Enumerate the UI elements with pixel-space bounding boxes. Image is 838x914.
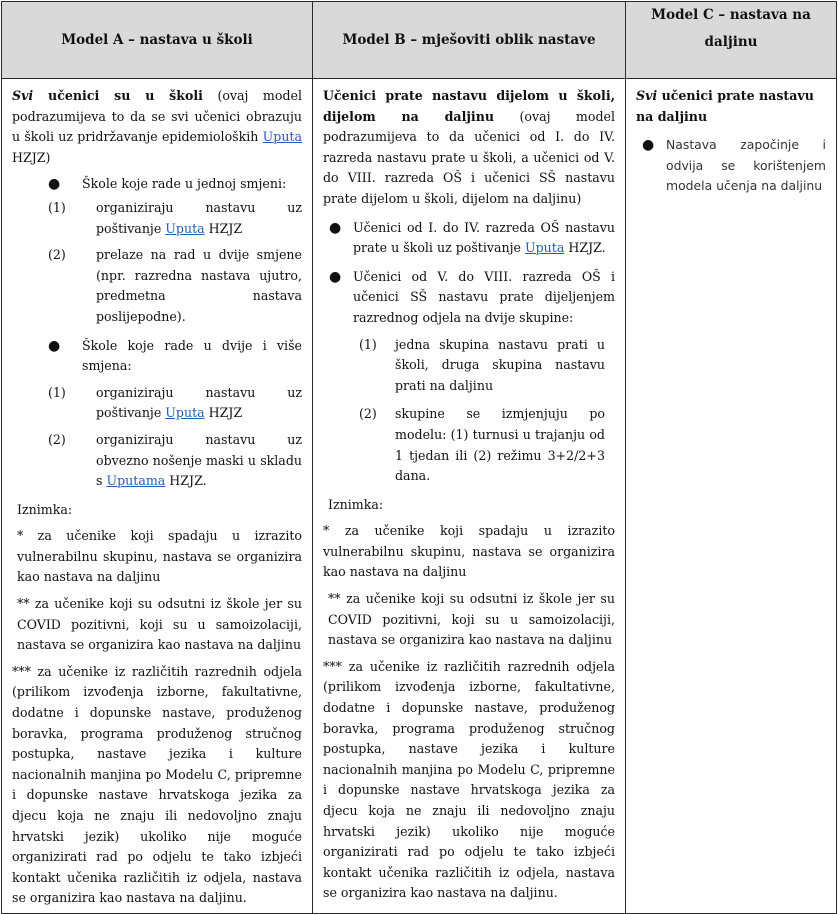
model-b-item-2 — [323, 404, 615, 486]
model-a-bullet-2-text: Škole koje rade u dvije i više smjena: — [82, 337, 302, 374]
model-b-item-2-text: skupine se izmjenjuju po modelu: (1) turnusi u trajanju od 1 tjedan ili (2) režimu 3+2/2+3 dana. — [395, 406, 605, 484]
model-b-bullet-1-link[interactable]: Uputa — [525, 240, 565, 256]
model-a-item-3-link[interactable]: Uputa — [165, 405, 205, 421]
header-row — [2, 2, 837, 79]
model-b-lead — [323, 86, 615, 210]
model-a-lead-bold: učenici su u školi — [33, 88, 203, 103]
model-a-item-3-text: organiziraju nastavu uz poštivanje — [96, 384, 302, 421]
model-a-item-1 — [12, 198, 302, 239]
model-b-note-3: *** za učenike iz različitih razrednih odjela (prilikom izvođenja izborne, fakultativne, dodatne i dopunske nastave, produženog boravka, programa produženog stručnog postupka, nastave jezika i kulture nacionalnih manjina po Modelu C, pripremne i dopunske nastave hrvatskoga jezika za djecu koja ne znaju ili nedovoljno znaju hrvatski jezik) ukoliko nije moguće organizirati rad po odjelu te tako izbjeći kontakt učenika različitih iz odjela, nastava se organizira kao nastava na daljinu. — [323, 658, 615, 901]
model-c-lead — [636, 86, 826, 127]
bullet-icon: ● — [642, 137, 655, 154]
model-a-item-1-link[interactable]: Uputa — [165, 220, 205, 236]
model-a-item-4-mark: (2) — [48, 431, 66, 447]
bullet-icon: ● — [48, 176, 61, 193]
model-a-item-1-text: organiziraju nastavu uz poštivanje — [96, 199, 302, 236]
model-b-bullet-2-text: Učenici od V. do VIII. razreda OŠ i učenici SŠ nastavu prate dijeljenjem razrednog odjela na dvije skupine: — [353, 268, 615, 325]
model-a-lead-rest: (ovaj model podrazumijeva to da se svi učenici obrazuju u školi uz pridržavanje epidemioloških — [12, 88, 302, 145]
model-b-bullet-2 — [323, 267, 615, 329]
model-c-bullet-1 — [636, 135, 826, 197]
model-a-item-4-end: HZJZ. — [165, 473, 207, 489]
model-a-bullet-2 — [12, 336, 302, 377]
model-b-note-2: ** za učenike koji su odsutni iz škole jer su COVID pozitivni, koji su u samoizolaciji, nastava se organizira kao nastava na daljinu — [328, 591, 615, 648]
header-model-b: Model B – mješoviti oblik nastave — [313, 2, 626, 79]
model-a-lead-end: HZJZ) — [12, 149, 51, 165]
model-b-cell — [313, 79, 626, 914]
model-a-cell — [2, 79, 313, 914]
model-b-lead-rest: (ovaj model podrazumijeva to da učenici od I. do IV. razreda nastavu prate u školi, a učenici od V. do VIII. razreda OŠ i učenici SŠ nastavu prate dijelom u školi, dijelom na daljinu) — [323, 108, 615, 206]
model-b-item-1 — [323, 335, 615, 397]
bullet-icon: ● — [329, 219, 342, 236]
model-c-lead-em: Svi — [636, 88, 658, 103]
model-b-note-1: * za učenike koji spadaju u izrazito vulnerabilnu skupinu, nastava se organizira kao nastava na daljinu — [323, 523, 615, 580]
model-a-note-1: * za učenike koji spadaju u izrazito vulnerabilnu skupinu, nastava se organizira kao nastava na daljinu — [17, 528, 302, 585]
model-a-bullet-1 — [12, 174, 302, 195]
header-model-c: Model C – nastava na daljinu — [626, 2, 837, 79]
model-b-exception-label: Iznimka: — [328, 496, 384, 512]
model-a-item-2 — [12, 245, 302, 327]
model-a-item-2-text: prelaze na rad u dvije smjene (npr. razredna nastava ujutro, predmetna nastava poslijepodne). — [96, 247, 302, 324]
header-model-a: Model A – nastava u školi — [2, 2, 313, 79]
model-a-item-1-mark: (1) — [48, 199, 66, 215]
model-c-lead-bold: učenici prate nastavu na daljinu — [636, 88, 814, 124]
model-a-item-3 — [12, 383, 302, 424]
model-a-item-3-mark: (1) — [48, 384, 66, 400]
bullet-icon: ● — [329, 268, 342, 285]
model-a-item-4 — [12, 430, 302, 492]
model-a-lead — [12, 86, 302, 168]
models-table — [1, 1, 837, 914]
model-b-item-1-mark: (1) — [359, 336, 377, 352]
model-c-cell — [626, 79, 837, 914]
model-b-item-2-mark: (2) — [359, 406, 377, 422]
model-c-bullet-1-text: Nastava započinje i odvija se korištenjem modela učenja na daljinu — [666, 137, 826, 194]
model-a-lead-link[interactable]: Uputa — [262, 129, 302, 145]
model-a-note-3: *** za učenike iz različitih razrednih odjela (prilikom izvođenja izborne, fakultativne, dodatne i dopunske nastave, produženog boravka, programa produženog stručnog postupka, nastave jezika i kulture nacionalnih manjina po Modelu C, pripremne i dopunske nastave hrvatskoga jezika za djecu koja ne znaju ili nedovoljno znaju hrvatski jezik) ukoliko nije moguće organizirati rad po odjelu te tako izbjeći kontakt učenika različitih iz odjela, nastava se organizira kao nastava na daljinu. — [12, 663, 302, 906]
model-a-exception-label: Iznimka: — [17, 501, 73, 517]
model-b-lead-bold: Učenici prate nastavu dijelom u školi, dijelom na daljinu — [323, 88, 615, 124]
model-b-bullet-1-end: HZJZ. — [564, 240, 606, 256]
model-a-item-3-end: HZJZ — [204, 405, 243, 421]
model-a-note-2: ** za učenike koji su odsutni iz škole jer su COVID pozitivni, koji su u samoizolaciji, nastava se organizira kao nastava na daljinu — [17, 596, 302, 653]
model-b-bullet-1-text: Učenici od I. do IV. razreda OŠ nastavu prate u školi uz poštivanje — [353, 219, 615, 256]
content-row — [2, 79, 837, 914]
model-a-bullet-1-text: Škole koje rade u jednoj smjeni: — [82, 176, 287, 192]
model-a-item-4-link[interactable]: Uputama — [106, 473, 166, 489]
model-a-item-4-text: organiziraju nastavu uz obvezno nošenje maski u skladu s — [96, 431, 302, 489]
model-a-lead-em: Svi — [12, 88, 34, 103]
model-a-item-1-end: HZJZ — [204, 220, 243, 236]
model-a-item-2-mark: (2) — [48, 247, 66, 263]
model-b-bullet-1 — [323, 218, 615, 259]
bullet-icon: ● — [48, 337, 61, 354]
model-b-item-1-text: jedna skupina nastavu prati u školi, druga skupina nastavu prati na daljinu — [395, 336, 605, 393]
